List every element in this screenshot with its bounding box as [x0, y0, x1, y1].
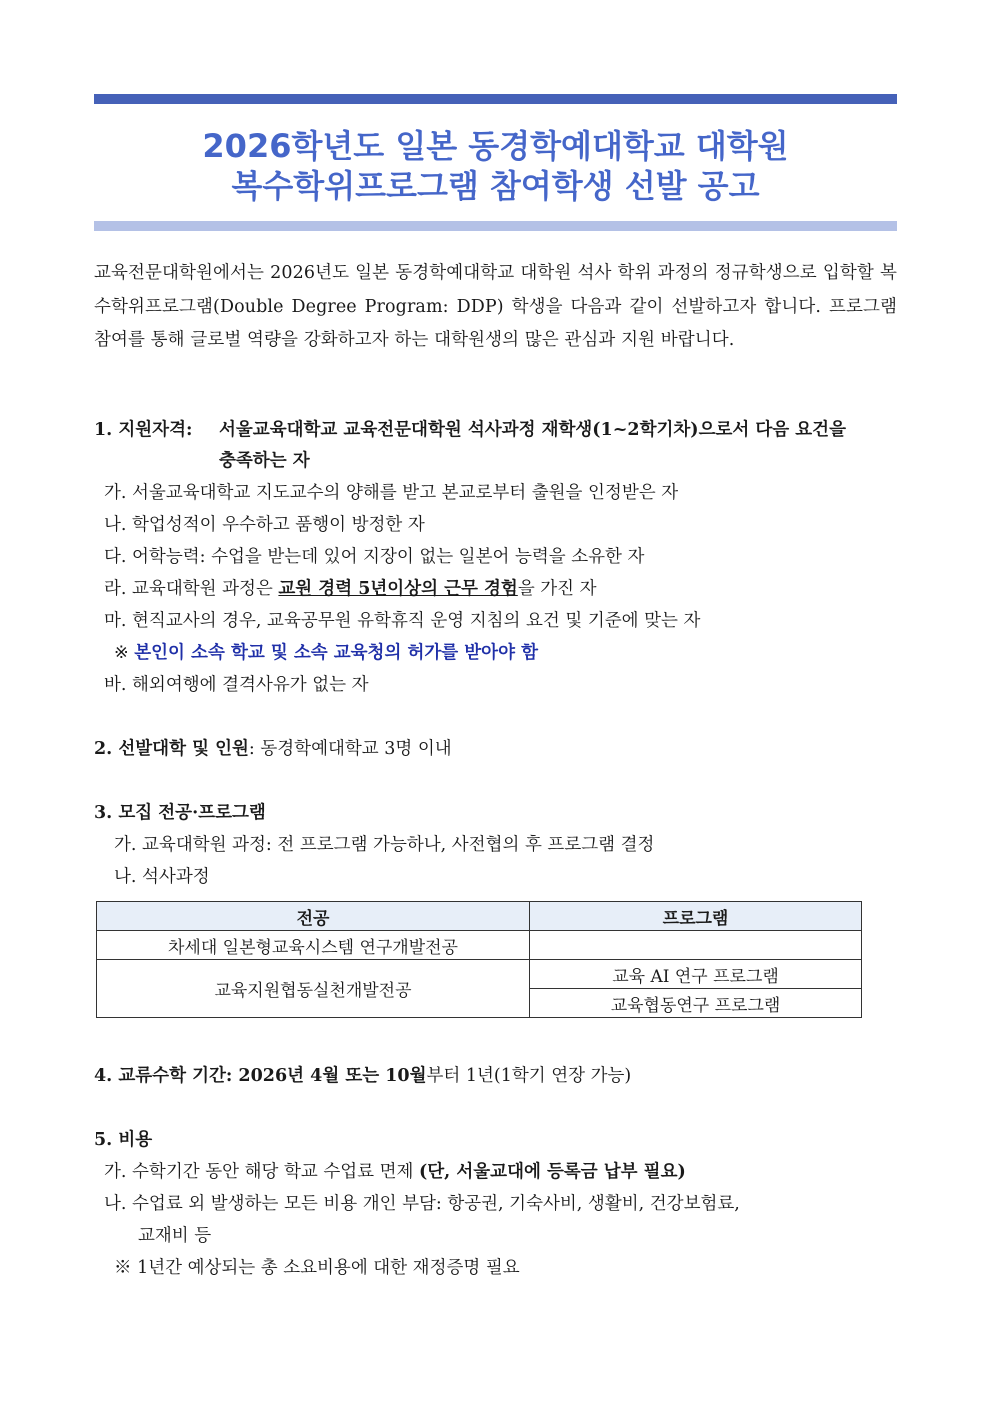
s1-item-ra-pre: 라. 교육대학원 과정은 [104, 579, 279, 599]
s1-note-mark: ※ [114, 643, 135, 663]
s3-heading-line [94, 801, 266, 825]
s1-item-ga: 가. 서울교육대학교 지도교수의 양해를 받고 본교로부터 출원을 인정받은 자 [104, 483, 679, 503]
s1-desc-2 [219, 449, 310, 473]
s1-note [114, 641, 538, 665]
s1-note-text: 본인이 소속 학교 및 소속 교육청의 허가를 받아야 함 [134, 643, 538, 663]
s1-item-ma: 마. 현직교사의 경우, 교육공무원 유학휴직 운영 지침의 요건 및 기준에 맞는 자 [104, 611, 701, 631]
table-header-major: 전공 [97, 902, 530, 931]
s5-item-ga-bold: (단, 서울교대에 등록금 납부 필요) [418, 1162, 686, 1182]
majors-table [96, 901, 862, 1018]
s5-item-na-2: 교재비 등 [138, 1226, 212, 1246]
s1-item-ra-post: 을 가진 자 [517, 579, 597, 599]
s4-line [94, 1064, 631, 1088]
table-row [97, 960, 862, 989]
table-cell-program [530, 931, 862, 960]
s5-item-ga [104, 1160, 686, 1184]
table-cell-program: 교육 AI 연구 프로그램 [530, 960, 862, 989]
page-title [94, 126, 897, 206]
s4-text: 부터 1년(1학기 연장 가능) [426, 1066, 632, 1086]
s1-heading: 1. 지원자격: [94, 420, 193, 440]
s3-heading: 3. 모집 전공·프로그램 [94, 803, 266, 823]
s5-heading-line [94, 1128, 152, 1152]
table-cell-program: 교육협동연구 프로그램 [530, 989, 862, 1018]
s5-item-na-1: 나. 수업료 외 발생하는 모든 비용 개인 부담: 항공권, 기숙사비, 생활비, 건강보험료, [104, 1194, 740, 1214]
s1-desc-1 [219, 418, 846, 442]
table-row [97, 931, 862, 960]
s2-heading: 2. 선발대학 및 인원 [94, 739, 249, 759]
s1-item-na: 나. 학업성적이 우수하고 품행이 방정한 자 [104, 515, 425, 535]
table-cell-major: 교육지원협동실천개발전공 [97, 960, 530, 1018]
s3-item-na: 나. 석사과정 [114, 867, 210, 887]
s3-item-ga: 가. 교육대학원 과정: 전 프로그램 가능하나, 사전협의 후 프로그램 결정 [114, 835, 655, 855]
s5-note: ※ 1년간 예상되는 총 소요비용에 대한 재정증명 필요 [114, 1258, 520, 1278]
table-header-row [97, 902, 862, 931]
table-cell-major: 차세대 일본형교육시스템 연구개발전공 [97, 931, 530, 960]
table-header-program: 프로그램 [530, 902, 862, 931]
s5-item-ga-pre: 가. 수학기간 동안 해당 학교 수업료 면제 [104, 1162, 419, 1182]
s1-item-ra-underlined: 교원 경력 5년이상의 근무 경험 [278, 579, 518, 599]
title-top-rule [94, 94, 897, 104]
s2-line [94, 737, 452, 761]
s1-item-da: 다. 어학능력: 수업을 받는데 있어 지장이 없는 일본어 능력을 소유한 자 [104, 547, 645, 567]
title-line-2: 복수학위프로그램 참여학생 선발 공고 [231, 167, 760, 205]
title-bottom-rule [94, 221, 897, 231]
s1-desc-2-text: 충족하는 자 [219, 451, 310, 471]
title-line-1: 2026학년도 일본 동경학예대학교 대학원 [202, 127, 789, 165]
s4-heading: 4. 교류수학 기간: 2026년 4월 또는 10월 [94, 1066, 427, 1086]
s1-heading-line [94, 418, 192, 442]
s1-item-ra [104, 577, 597, 601]
s5-heading: 5. 비용 [94, 1130, 153, 1150]
intro-paragraph: 교육전문대학원에서는 2026년도 일본 동경학예대학교 대학원 석사 학위 과정의 정규학생으로 입학할 복수학위프로그램(Double Degree Program: DDP) 학생을 다음과 같이 선발하고자 합니다. 프로그램 참여를 통해 글로벌 역량을 강화하고자 하는 대학원생의 많은 관심과 지원 바랍니다. [94, 263, 897, 350]
s1-desc-1-text: 서울교육대학교 교육전문대학원 석사과정 재학생(1~2학기차)으로서 다음 요건을 [219, 420, 846, 440]
s2-text: : 동경학예대학교 3명 이내 [248, 739, 452, 759]
s1-item-ba: 바. 해외여행에 결격사유가 없는 자 [104, 675, 369, 695]
